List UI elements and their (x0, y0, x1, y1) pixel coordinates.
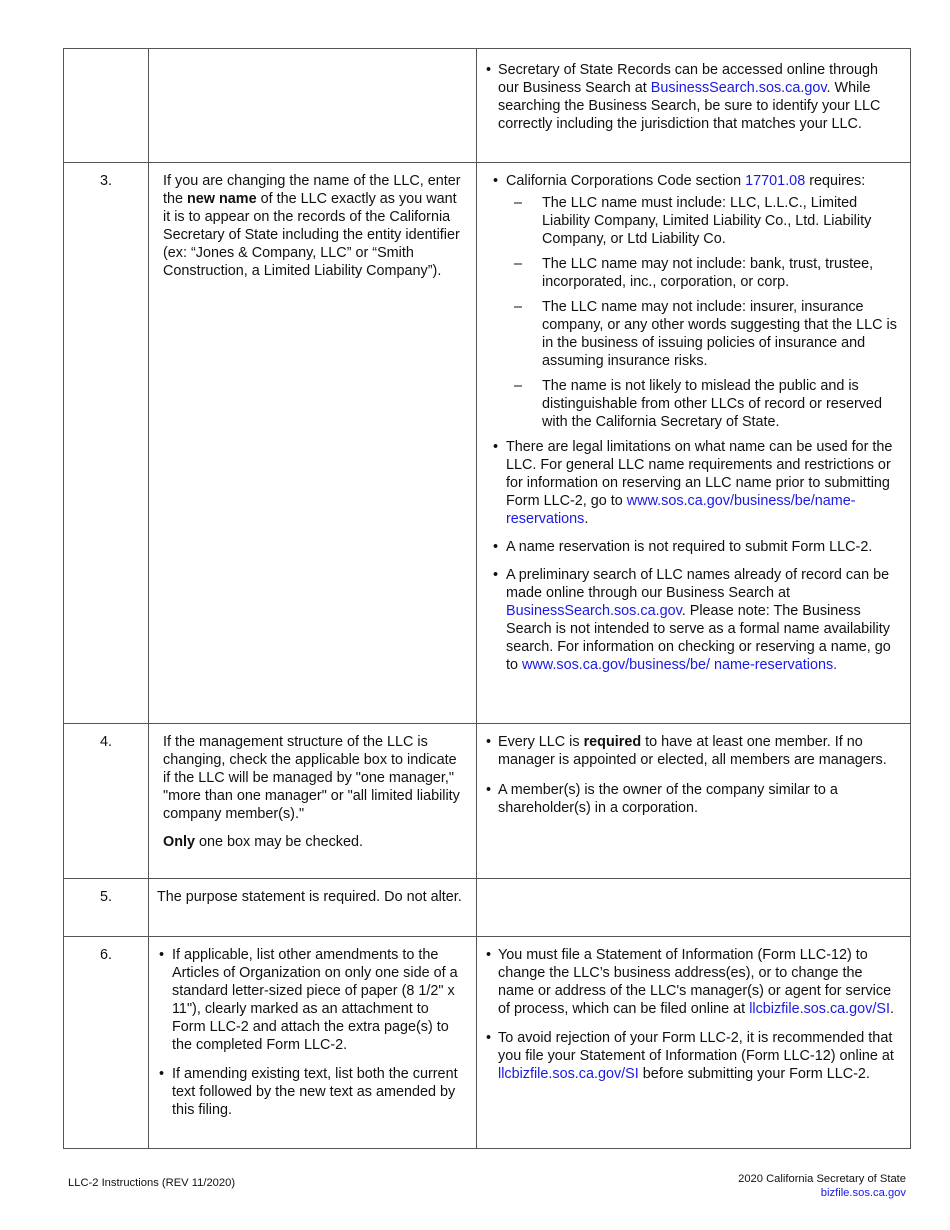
row-number-cell: 4. (64, 724, 149, 879)
notes-cell (477, 937, 911, 1149)
row-number-cell: 5. (64, 879, 149, 937)
name-reservations-link[interactable]: www.sos.ca.gov/business/be/ name-reservations. (522, 657, 838, 673)
llc-bizfile-si-link[interactable]: llcbizfile.sos.ca.gov/SI (498, 1066, 639, 1082)
note-bullet: • A member(s) is the owner of the company similar to a shareholder(s) in a corporation. (485, 781, 902, 817)
business-search-link[interactable]: BusinessSearch.sos.ca.gov (506, 603, 682, 619)
notes-cell (477, 49, 911, 163)
note-bullet: • You must file a Statement of Information (Form LLC-12) to change the LLC’s business address(es), or to change the name or address of the LLC's manager(s) or agent for service of process, which can be filed online at llcbizfile.sos.ca.gov/SI. (485, 946, 902, 1018)
instruction-cell (149, 879, 477, 937)
instruction-cell (149, 163, 477, 724)
notes-cell (477, 163, 911, 724)
table-row (64, 724, 911, 879)
instruction-text: The purpose statement is required. Do not alter. (157, 889, 462, 905)
instructions-table (63, 48, 911, 1149)
note-bullet: • California Corporations Code section 17701.08 requires: – The LLC name must include: LLC, L.L.C., Limited Liability Company, Limited Liability Co., Ltd. Liability Company, or Ltd Liability Co. – The LLC name may not include: bank, trust, trustee, incorporated, inc., corporation, or corp. – The LLC name may not include: insurer, insurance company, or any other words suggesting that the LLC is in the business of issuing policies of insurance and assuming insurance risks. – The name is not likely to mislead the public and is distinguishable from other LLCs of record or reserved with the California Secretary of State. (491, 172, 902, 431)
form-revision-footer: LLC-2 Instructions (REV 11/2020) (68, 1177, 236, 1189)
row-number-cell: 6. (64, 937, 149, 1149)
bizfile-link[interactable]: bizfile.sos.ca.gov (820, 1187, 906, 1199)
instruction-text: If the management structure of the LLC is changing, check the applicable box to indicate if the LLC will be managed by "one manager," "more than one manager" or "all limited liability company member(s)." (163, 734, 460, 822)
note-bullet: • To avoid rejection of your Form LLC-2, it is recommended that you file your Statement of Information (Form LLC-12) online at llcbizfile.sos.ca.gov/SI before submitting your Form LLC-2. (485, 1029, 902, 1083)
note-bullet: • Every LLC is required to have at least one member. If no manager is appointed or elected, all members are managers. (485, 733, 902, 769)
corporations-code-link[interactable]: 17701.08 (745, 173, 806, 189)
requirement-item: – The LLC name must include: LLC, L.L.C., Limited Liability Company, Limited Liability Co., Ltd. Liability Company, or Ltd Liability Co. (506, 194, 902, 248)
name-reservations-link[interactable]: www.sos.ca.gov/business/be/name-reservations (506, 493, 856, 527)
instruction-cell (149, 937, 477, 1149)
row-number-cell: 3. (64, 163, 149, 724)
notes-cell (477, 879, 911, 937)
copyright-text: 2020 California Secretary of State (738, 1173, 906, 1185)
note-bullet: • There are legal limitations on what name can be used for the LLC. For general LLC name requirements and restrictions or for information on reserving an LLC name prior to submitting Form LLC-2, go to www.sos.ca.gov/business/be/name-reservations. (491, 438, 902, 528)
instruction-cell (149, 724, 477, 879)
note-bullet: • A name reservation is not required to submit Form LLC-2. (491, 538, 902, 556)
instruction-cell (149, 49, 477, 163)
instruction-text: If you are changing the name of the LLC, enter the new name of the LLC exactly as you want it is to appear on the records of the California Secretary of State including the entity identifier (ex: “Jones & Company, LLC” or “Smith Construction, a Limited Liability Company”). (163, 173, 461, 279)
table-row (64, 879, 911, 937)
table-row (64, 49, 911, 163)
notes-cell (477, 724, 911, 879)
table-row (64, 163, 911, 724)
copyright-footer (738, 1172, 906, 1200)
requirement-item: – The name is not likely to mislead the public and is distinguishable from other LLCs of record or reserved with the California Secretary of State. (506, 377, 902, 431)
business-search-link[interactable]: BusinessSearch.sos.ca.gov (650, 80, 827, 96)
requirement-item: – The LLC name may not include: insurer, insurance company, or any other words suggesting that the LLC is in the business of issuing policies of insurance and assuming insurance risks. (506, 298, 902, 370)
instruction-bullet: • If amending existing text, list both the current text followed by the new text as amended by this filing. (157, 1065, 466, 1119)
note-bullet: • Secretary of State Records can be accessed online through our Business Search at BusinessSearch.sos.ca.gov. While searching the Business Search, be sure to identify your LLC correctly including the jurisdiction that matches your LLC. (485, 61, 902, 133)
table-row (64, 937, 911, 1149)
instruction-bullet: • If applicable, list other amendments to the Articles of Organization on only one side of a standard letter-sized piece of paper (8 1/2" x 11"), clearly marked as an attachment to Form LLC-2 and attach the extra page(s) to the completed Form LLC-2. (157, 946, 466, 1054)
row-number-cell (64, 49, 149, 163)
instruction-note: Only one box may be checked. (163, 834, 363, 850)
requirement-item: – The LLC name may not include: bank, trust, trustee, incorporated, inc., corporation, or corp. (506, 255, 902, 291)
llc-bizfile-si-link[interactable]: llcbizfile.sos.ca.gov/SI (749, 1001, 890, 1017)
note-bullet: • A preliminary search of LLC names already of record can be made online through our Business Search at BusinessSearch.sos.ca.gov. Please note: The Business Search is not intended to serve as a formal name availability search. For information on checking or reserving a name, go to www.sos.ca.gov/business/be/ name-reservations. (491, 566, 902, 674)
